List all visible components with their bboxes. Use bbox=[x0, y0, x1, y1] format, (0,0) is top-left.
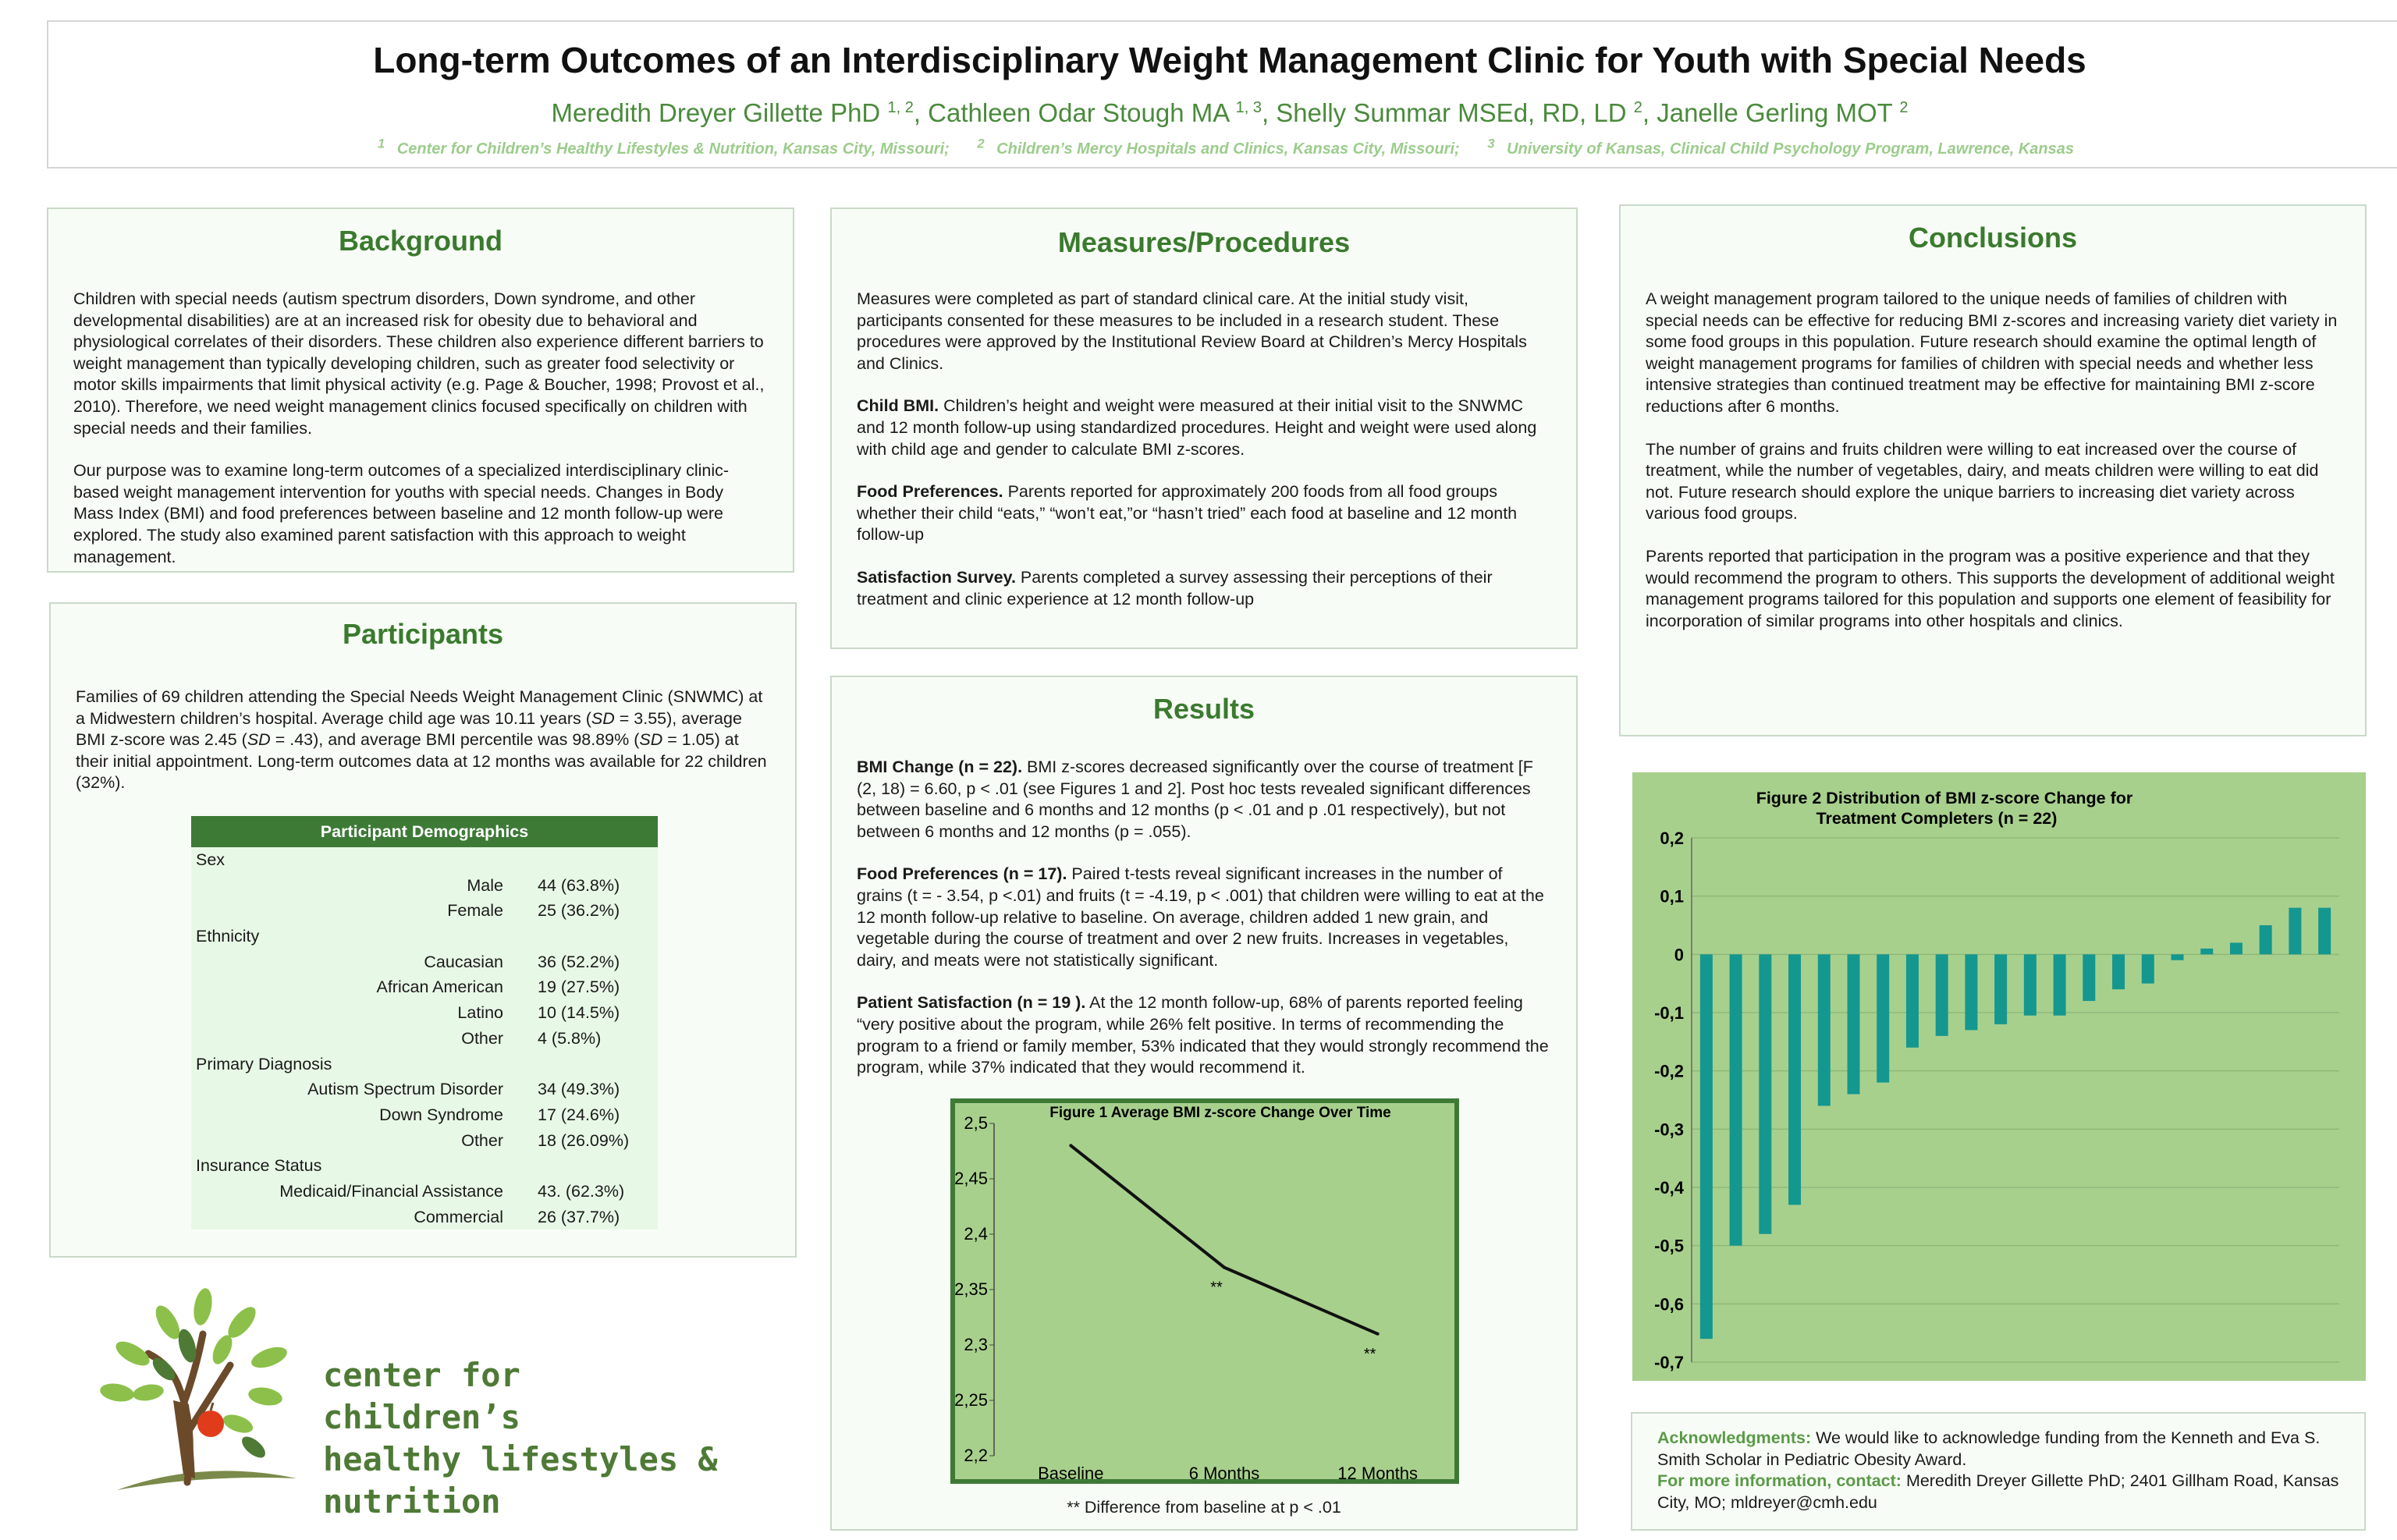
figure-2-ytick-label: -0,6 bbox=[1654, 1294, 1684, 1315]
results-section bbox=[830, 676, 1578, 1531]
figure-2-bar bbox=[1994, 954, 2007, 1024]
results-bmi: BMI Change (n = 22). BMI z-scores decreased significantly over the course of treatment [F (2, 18) = 6.60, p < .01 (see Figures 1 and 2]. Post hoc tests revealed significant differences between baseline and 6 months and 12 months (p < .01 and p .01 respectively), but not between 6 months and 12 months (p = .055). bbox=[857, 758, 1533, 841]
demographics-row bbox=[191, 974, 658, 1000]
conclusions-paragraph-1: A weight management program tailored to the unique needs of families of children with special needs can be effective for reducing BMI z-scores and increasing variety diet variety in some food groups in this population. Future research should examine the optimal length of weight management programs for families of children with special needs and whether less intensive strategies than continued treatment may be effective for maintaining BMI z-score reductions after 6 months. bbox=[1646, 289, 2338, 416]
demographics-category: Insurance Status bbox=[196, 1156, 322, 1176]
acknowledgments-section bbox=[1631, 1412, 2366, 1531]
figure-2-bar-chart bbox=[1632, 772, 2366, 1381]
demographics-value: 10 (14.5%) bbox=[538, 1003, 620, 1023]
demographics-value: 19 (27.5%) bbox=[538, 978, 620, 997]
figure-2-ytick-label: 0,1 bbox=[1660, 886, 1684, 907]
results-title: Results bbox=[1152, 693, 1255, 725]
figure-1-xtick-label: 6 Months bbox=[1188, 1464, 1260, 1483]
poster-title: Long-term Outcomes of an Interdisciplinary Weight Management Clinic for Youth with Special Needs bbox=[373, 40, 2086, 80]
figure-2-bar bbox=[2260, 925, 2272, 954]
figure-1-annotation: ** bbox=[1363, 1345, 1376, 1363]
figure-2-title-line-1: Figure 2 Distribution of BMI z-score Change for bbox=[1756, 789, 2133, 807]
measures-intro: Measures were completed as part of standard clinical care. At the initial study visit, participants consented for these measures to be included in a research student. These procedures were approved by the Institutional Review Board at Children’s Mercy Hospitals and Clinics. bbox=[857, 289, 1527, 373]
figure-1-point bbox=[1223, 1266, 1226, 1269]
center-logo bbox=[86, 1279, 726, 1520]
author-1: Meredith Dreyer Gillette PhD bbox=[551, 98, 881, 127]
demographics-table bbox=[191, 816, 658, 1230]
participants-text: Families of 69 children attending the Special Needs Weight Management Clinic (SNWMC) at a Midwestern children’s hospital. Average child age was 10.11 years (SD = 3.55), average BMI z-score was 2.45 (SD = .43), and average BMI percentile was 98.89% (SD = 1.05) at their initial appointment. Long-term outcomes data at 12 months was available for 22 children (32%). bbox=[76, 687, 767, 793]
demographics-category: Ethnicity bbox=[196, 927, 260, 946]
demographics-row bbox=[191, 949, 658, 975]
demographics-label: Other bbox=[461, 1130, 503, 1150]
demographics-value: 44 (63.8%) bbox=[538, 875, 620, 895]
figure-1-annotation: ** bbox=[1210, 1279, 1223, 1297]
demographics-value: 36 (52.2%) bbox=[538, 952, 620, 971]
figure-2-bar bbox=[2230, 942, 2243, 954]
author-4: Janelle Gerling MOT bbox=[1657, 98, 1893, 127]
figure-2-bar bbox=[1877, 954, 1889, 1082]
demographics-label: Down Syndrome bbox=[379, 1105, 503, 1124]
figure-1-ytick-label: 2,2 bbox=[964, 1446, 988, 1465]
demographics-row bbox=[191, 1102, 658, 1128]
demographics-value: 25 (36.2%) bbox=[538, 901, 620, 921]
demographics-row bbox=[191, 1205, 658, 1230]
figure-2-bar bbox=[2200, 949, 2213, 954]
demographics-label: African American bbox=[376, 978, 503, 997]
demographics-row bbox=[191, 873, 658, 899]
figure-2-bar bbox=[1965, 954, 1977, 1030]
figure-2-title-line-2: Treatment Completers (n = 22) bbox=[1816, 809, 2058, 828]
figure-2-bar bbox=[1730, 954, 1742, 1245]
figure-1-xtick-label: Baseline bbox=[1038, 1464, 1104, 1483]
figure-1-ytick-label: 2,35 bbox=[954, 1279, 988, 1299]
demographics-label: Commercial bbox=[414, 1207, 503, 1226]
figure-2-ytick-label: -0,2 bbox=[1654, 1061, 1684, 1081]
figure-2-ytick-label: -0,7 bbox=[1654, 1353, 1684, 1372]
demographics-label: Latino bbox=[457, 1003, 503, 1023]
figure-1-ytick-label: 2,45 bbox=[954, 1169, 988, 1188]
background-title: Background bbox=[338, 225, 503, 257]
demographics-row bbox=[191, 1026, 658, 1052]
author-4-affil: 2 bbox=[1899, 99, 1909, 116]
author-2-affil: 1, 3 bbox=[1235, 99, 1262, 116]
demographics-row bbox=[191, 1179, 658, 1205]
figure-1-ytick-label: 2,3 bbox=[964, 1335, 988, 1354]
background-paragraph-2: Our purpose was to examine long-term outcomes of a specialized interdisciplinary clinic-based weight management intervention for youths with special needs. Changes in Body Mass Index (BMI) and food preferences between baseline and 12 month follow-up were explored. The study also examined parent satisfaction with this approach to weight management. bbox=[73, 461, 730, 566]
logo-text: center for children’s healthy lifestyles & nutrition bbox=[323, 1356, 718, 1520]
figure-2-bar bbox=[2289, 908, 2301, 955]
author-3-affil: 2 bbox=[1633, 99, 1642, 116]
demographics-value: 17 (24.6%) bbox=[538, 1105, 620, 1124]
figure-2-bar bbox=[1818, 954, 1831, 1105]
demographics-value: 43. (62.3%) bbox=[538, 1181, 625, 1201]
demographics-category: Primary Diagnosis bbox=[196, 1054, 332, 1073]
demographics-value: 34 (49.3%) bbox=[538, 1080, 620, 1099]
demographics-row bbox=[191, 1128, 658, 1154]
conclusions-title: Conclusions bbox=[1908, 222, 2078, 254]
demographics-label: Male bbox=[467, 875, 503, 895]
measures-bmi: Child BMI. Children’s height and weight were measured at their initial visit to the SNWMC and 12 month follow-up using standardized procedures. Height and weight were used along with child age and gender to calculate BMI z-scores. bbox=[857, 396, 1537, 459]
figure-2-bar bbox=[2318, 908, 2331, 955]
demographics-value: 4 (5.8%) bbox=[538, 1028, 602, 1048]
demographics-category: Sex bbox=[196, 850, 225, 869]
figure-1-title: Figure 1 Average BMI z-score Change Over Time bbox=[1049, 1105, 1391, 1121]
demographics-row bbox=[191, 898, 658, 924]
figure-2-ytick-label: -0,4 bbox=[1654, 1178, 1684, 1198]
demographics-row bbox=[191, 1077, 658, 1102]
figure-1-ytick-label: 2,4 bbox=[964, 1224, 988, 1244]
author-2: Cathleen Odar Stough MA bbox=[928, 98, 1229, 127]
author-3: Shelly Summar MSEd, RD, LD bbox=[1276, 98, 1627, 127]
measures-food: Food Preferences. Parents reported for approximately 200 foods from all food groups whether their child “eats,” “won’t eat,”or “hasn’t tried” each food at baseline and 12 month follow-up bbox=[857, 482, 1518, 545]
results-food: Food Preferences (n = 17). Paired t-tests reveal significant increases in the number of grains (t = - 3.54, p <.01) and fruits (t = -4.19, p < .001) that children were willing to eat at the 12 month follow-up relative to baseline. On average, children added 1 new grain, and vegetable during the course of treatment and over 2 new fruits. Increases in vegetables, dairy, and meats were not statistically significant. bbox=[857, 864, 1544, 970]
affiliation-list bbox=[48, 136, 2397, 158]
background-paragraph-1: Children with special needs (autism spectrum disorders, Down syndrome, and other developmental disabilities) are at an increased risk for obesity due to behavioral and physiological correlates of their disorders. These children also experience different barriers to weight management than typically developing children, such as greater food selectivity or motor skills impairments that limit physical activity (e.g. Page & Boucher, 1998; Provost et al., 2010). Therefore, we need weight management clinics focused specifically on children with special needs and their families. bbox=[73, 289, 765, 438]
measures-satisfaction: Satisfaction Survey. Parents completed a survey assessing their perceptions of their treatment and clinic experience at 12 month follow-up bbox=[857, 567, 1493, 609]
figure-1-ytick-label: 2,5 bbox=[964, 1113, 988, 1133]
results-satisfaction: Patient Satisfaction (n = 19 ). At the 12 month follow-up, 68% of parents reported feeling “very positive about the program, while 26% felt positive. In terms of recommending the program to a friend or family member, 53% indicated that they would strongly recommend the program, while 37% indicated that they would recommend it. bbox=[857, 993, 1549, 1077]
demographics-label: Autism Spectrum Disorder bbox=[307, 1080, 503, 1099]
figure-2-ytick-label: 0,2 bbox=[1660, 829, 1684, 848]
background-section bbox=[47, 208, 794, 573]
demographics-value: 18 (26.09%) bbox=[538, 1130, 630, 1150]
figure-1-plot-area bbox=[955, 1103, 1454, 1479]
measures-title: Measures/Procedures bbox=[1057, 226, 1351, 258]
poster-header bbox=[47, 20, 2397, 169]
figure-1-point bbox=[1376, 1332, 1380, 1336]
figure-2-ytick-label: -0,1 bbox=[1654, 1003, 1684, 1023]
figure-2-bar bbox=[1936, 954, 1948, 1036]
figure-2-bar bbox=[1759, 954, 1771, 1233]
participants-section bbox=[49, 602, 797, 1258]
conclusions-section bbox=[1619, 204, 2367, 736]
demographics-row bbox=[191, 1000, 658, 1026]
figure-2-bar bbox=[1788, 954, 1801, 1205]
figure-2-bar bbox=[2083, 954, 2095, 1001]
figure-2-ytick-label: -0,5 bbox=[1654, 1236, 1684, 1256]
demographics-label: Caucasian bbox=[424, 952, 503, 971]
figure-1-point bbox=[1069, 1144, 1072, 1147]
demographics-value: 26 (37.7%) bbox=[538, 1207, 620, 1226]
figure-2-ytick-label: -0,3 bbox=[1654, 1120, 1684, 1140]
participants-title: Participants bbox=[342, 618, 504, 650]
figure-2-background bbox=[1632, 772, 2366, 1381]
figure-2-bar bbox=[2172, 954, 2184, 960]
figure-2-bar bbox=[2054, 954, 2066, 1015]
figure-1-xtick-label: 12 Months bbox=[1337, 1464, 1419, 1483]
tree-icon bbox=[86, 1279, 320, 1513]
figure-2-bar bbox=[2112, 954, 2125, 989]
figure-2-bar bbox=[1906, 954, 1919, 1047]
figure-2-bar bbox=[2142, 954, 2154, 983]
figure-1-line-chart bbox=[950, 1098, 1459, 1484]
affiliation-3: $^3$ University of Kansas, Clinical Child Psychology Program, Lawrence, Kansas bbox=[1487, 136, 2074, 158]
figure-2-ytick-label: 0 bbox=[1674, 945, 1684, 965]
figure-1-note: ** Difference from baseline at p < .01 bbox=[1067, 1498, 1341, 1517]
conclusions-paragraph-2: The number of grains and fruits children were willing to eat increased over the course of treatment, while the number of vegetables, dairy, and meats children were willing to eat did not. Future research should explore the unique barriers to increasing diet variety across various food groups. bbox=[1646, 439, 2319, 523]
author-list: Meredith Dreyer Gillette PhD $^{1, 2}$, Cathleen Odar Stough MA $^{1, 3}$, Shelly Summar MSEd, RD, LD $^2$, Janelle Gerling MOT $^2$ bbox=[551, 98, 1909, 127]
figure-2-bar bbox=[1700, 954, 1713, 1339]
author-1-affil: 1, 2 bbox=[887, 99, 914, 116]
demographics-label: Other bbox=[461, 1028, 503, 1048]
figure-1-ytick-label: 2,25 bbox=[954, 1390, 988, 1410]
acknowledgments-text: Acknowledgments: We would like to acknowledge funding from the Kenneth and Eva S. Smith Scholar in Pediatric Obesity Award. bbox=[1657, 1428, 2321, 1469]
affiliation-1: $^1$ Center for Children’s Healthy Lifestyles & Nutrition, Kansas City, Missouri; bbox=[378, 136, 950, 158]
figure-2-bar bbox=[1848, 954, 1860, 1094]
affiliation-2: $^2$ Children’s Mercy Hospitals and Clinics, Kansas City, Missouri; bbox=[977, 136, 1460, 158]
demographics-label: Medicaid/Financial Assistance bbox=[279, 1181, 503, 1201]
conclusions-paragraph-3: Parents reported that participation in the program was a positive experience and that they would recommend the program to others. This supports the development of additional weight management programs tailored for this population and supports one element of feasibility for incorporation of similar programs into other hospitals and clinics. bbox=[1646, 546, 2335, 630]
demographics-table-title: Participant Demographics bbox=[191, 816, 658, 847]
demographics-label: Female bbox=[447, 901, 503, 921]
contact-text: For more information, contact: Meredith Dreyer Gillette PhD; 2401 Gillham Road, Kansas City, MO; mldreyer@cmh.edu bbox=[1657, 1471, 2339, 1512]
figure-2-bar bbox=[2024, 954, 2037, 1015]
measures-section bbox=[830, 208, 1578, 649]
